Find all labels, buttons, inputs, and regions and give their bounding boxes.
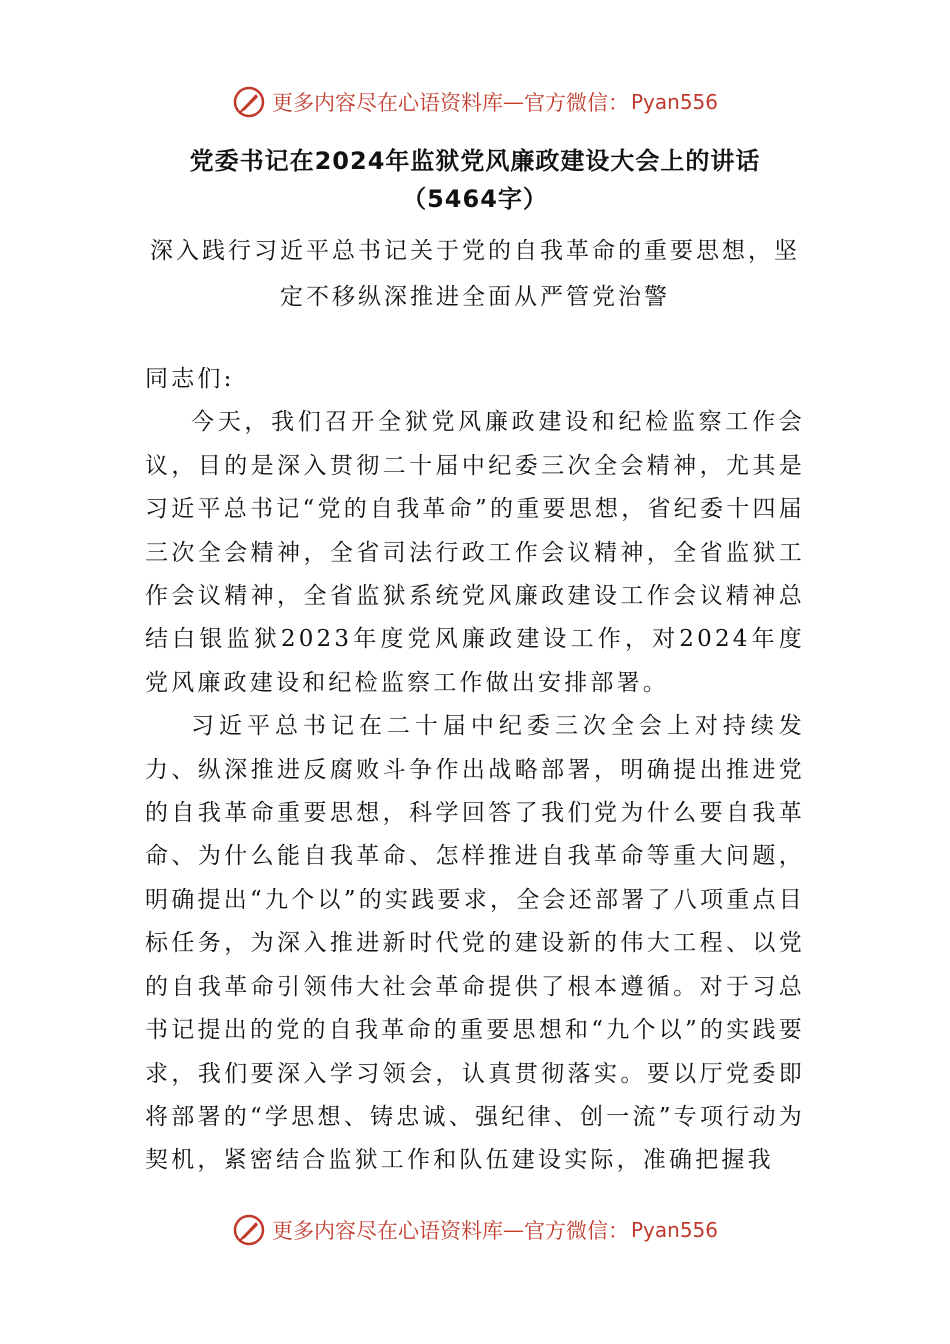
watermark-separator: — bbox=[502, 90, 524, 114]
watermark-separator: — bbox=[502, 1218, 524, 1242]
paragraph: 今天，我们召开全狱党风廉政建设和纪检监察工作会议，目的是深入贯彻二十届中纪委三次全会精神，尤其是习近平总书记“党的自我革命”的重要思想，省纪委十四届三次全会精神，全省司法行政工作会议精神，全省监狱工作会议精神，全省监狱系统党风廉政建设工作会议精神总结白银监狱2023年度党风廉政建设工作，对2024年度党风廉政建设和纪检监察工作做出安排部署。 bbox=[145, 409, 805, 696]
document-body bbox=[145, 358, 805, 1183]
salutation: 同志们: bbox=[145, 366, 235, 392]
watermark-wechat-label: 官方微信： bbox=[523, 91, 629, 115]
watermark-footer bbox=[0, 1210, 950, 1250]
paragraph: 习近平总书记在二十届中纪委三次全会上对持续发力、纵深推进反腐败斗争作出战略部署，明确提出推进党的自我革命重要思想，科学回答了我们党为什么要自我革命、为什么能自我革命、怎样推进自我革命等重大问题，明确提出“九个以”的实践要求，全会还部署了八项重点目标任务，为深入推进新时代党的建设新的伟大工程、以党的自我革命引领伟大社会革命提供了根本遵循。对于习总书记提出的党的自我革命的重要思想和“九个以”的实践要求，我们要深入学习领会，认真贯彻落实。要以厅党委即将部署的“学思想、铸忠诚、强纪律、创一流”专项行动为契机，紧密结合监狱工作和队伍建设实际，准确把握我 bbox=[145, 713, 805, 1174]
quill-logo-icon bbox=[232, 1213, 266, 1247]
watermark-text: 更多内容尽在心语资料库 bbox=[271, 91, 503, 115]
watermark-wechat-label: 官方微信： bbox=[523, 1219, 629, 1243]
document-subtitle: 深入践行习近平总书记关于党的自我革命的重要思想，坚定不移纵深推进全面从严管党治警 bbox=[150, 238, 800, 310]
document-title: 党委书记在2024年监狱党风廉政建设大会上的讲话（5464字） bbox=[189, 147, 761, 213]
quill-logo-icon bbox=[232, 85, 266, 119]
watermark-wechat-id: Pyan556 bbox=[630, 1218, 718, 1242]
watermark-text: 更多内容尽在心语资料库 bbox=[271, 1219, 503, 1243]
watermark-wechat-id: Pyan556 bbox=[630, 90, 718, 114]
watermark-header bbox=[0, 82, 950, 122]
